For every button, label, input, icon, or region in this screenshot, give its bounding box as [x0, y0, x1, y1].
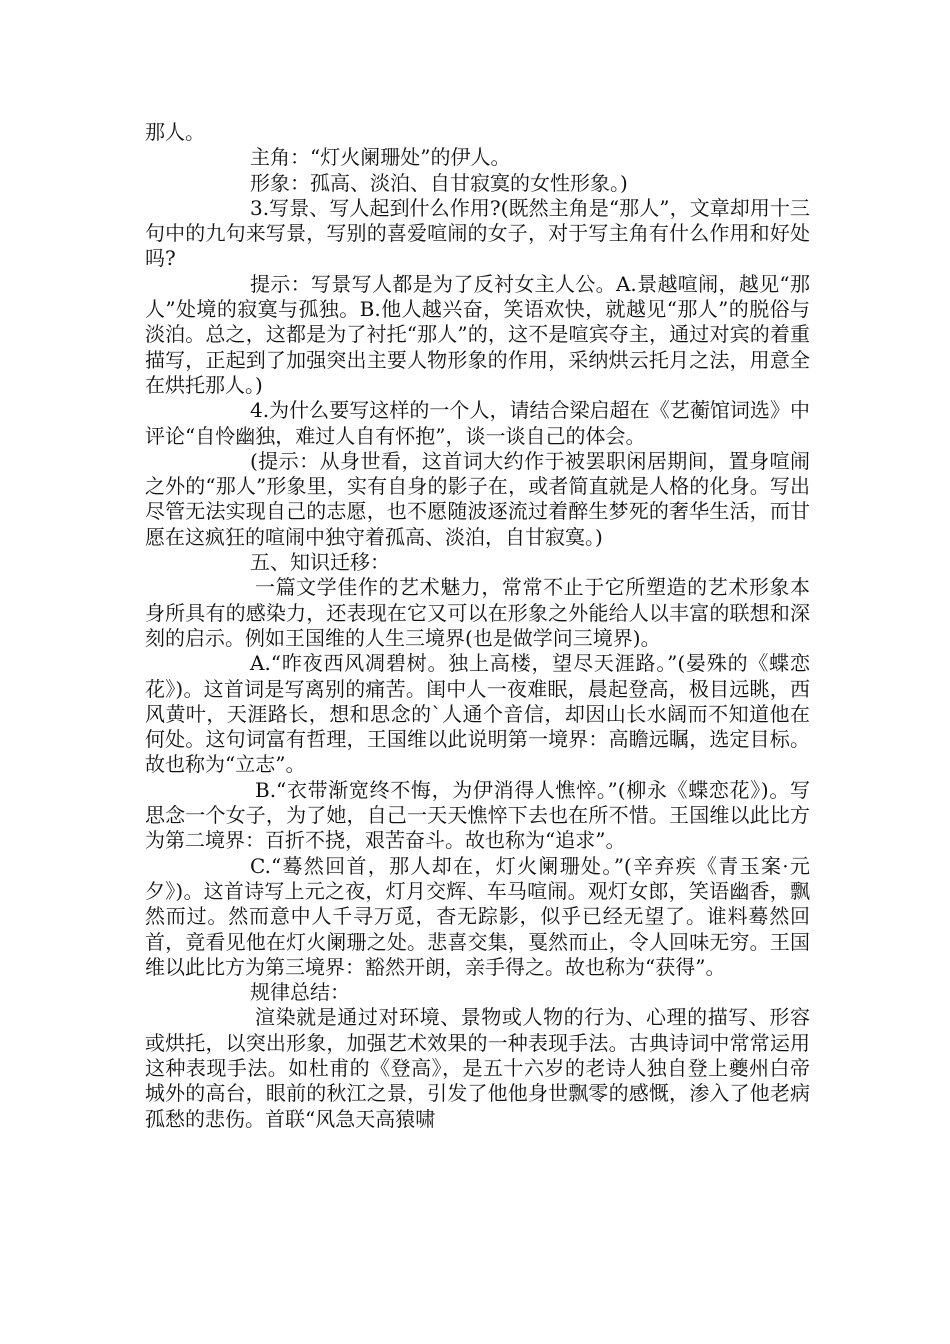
paragraph-intro: 一篇文学佳作的艺术魅力，常常不止于它所塑造的艺术形象本身所具有的感染力，还表现在它又可以在形象之外能给人以丰富的联想和深刻的启示。例如王国维的人生三境界(也是做学问三境界)。	[145, 575, 810, 650]
question-3: 3.写景、写人起到什么作用?(既然主角是“那人”，文章却用十三句中的九句来写景，写别的喜爱喧闹的女子，对于写主角有什么作用和好处吗?	[145, 195, 810, 271]
paragraph-realm-c: C.“蓦然回首，那人却在，灯火阑珊处。”(辛弃疾《青玉案·元夕》)。这首诗写上元之夜，灯月交辉、车马喧闹。观灯女郎，笑语幽香，飘然而过。然而意中人千寻万觅，杳无踪影，似乎已经无望了。谁料蓦然回首，竟看见他在灯火阑珊之处。悲喜交集，戛然而止，令人回味无穷。王国维以此比方为第三境界：豁然开朗，亲手得之。故也称为“获得”。	[145, 853, 810, 979]
paragraph-protagonist: 主角：“灯火阑珊处”的伊人。	[250, 145, 511, 170]
paragraph-summary: 渲染就是通过对环境、景物或人物的行为、心理的描写、形容或烘托，以突出形象，加强艺术效果的一种表现手法。古典诗词中常常运用这种表现手法。如杜甫的《登高》，是五十六岁的老诗人独自登上夔州白帝城外的高台，眼前的秋江之景，引发了他他身世飘零的感慨，渗入了他老病孤愁的悲伤。首联“风急天高猿啸	[145, 1005, 810, 1131]
paragraph-realm-b: B.“衣带渐宽终不悔，为伊消得人憔悴。”(柳永《蝶恋花》)。写思念一个女子，为了她，自己一天天憔悴下去也在所不惜。王国维以此比方为第二境界：百折不挠，艰苦奋斗。故也称为“追求”。	[145, 777, 810, 853]
section-heading-summary: 规律总结：	[250, 980, 350, 1005]
paragraph-realm-a: A.“昨夜西风凋碧树。独上高楼，望尽天涯路。”(晏殊的《蝶恋花》)。这首词是写离别的痛苦。闺中人一夜难眠，晨起登高，极目远眺，西风黄叶，天涯路长，想和思念的`人通个音信，却因山长水阔而不知道他在何处。这句词富有哲理，王国维以此说明第一境界：高瞻远瞩，选定目标。故也称为“立志”。	[145, 651, 810, 777]
section-heading-knowledge-transfer: 五、知识迁移：	[250, 550, 390, 575]
hint-3: 提示：写景写人都是为了反衬女主人公。A.景越喧闹，越见“那人”处境的寂寞与孤独。B.他人越兴奋，笑语欢快，就越见“那人”的脱俗与淡泊。总之，这都是为了衬托“那人”的，这不是喧宾夺主，通过对宾的着重描写，正起到了加强突出主要人物形象的作用，采纳烘云托月之法，用意全在烘托那人。)	[145, 271, 810, 397]
hint-4: (提示：从身世看，这首词大约作于被罢职闲居期间，置身喧闹之外的“那人”形象里，实有自身的影子在，或者简直就是人格的化身。写出尽管无法实现自己的志愿，也不愿随波逐流过着醉生梦死的奢华生活，而甘愿在这疯狂的喧闹中独守着孤高、淡泊，自甘寂寞。)	[145, 448, 810, 549]
paragraph-image: 形象：孤高、淡泊、自甘寂寞的女性形象。)	[250, 170, 628, 195]
document-page	[145, 120, 810, 1132]
paragraph-continuation: 那人。	[145, 120, 205, 144]
question-4: 4.为什么要写这样的一个人，请结合梁启超在《艺蘅馆词选》中评论“自怜幽独，难过人自有怀抱”，谈一谈自己的体会。	[145, 398, 810, 448]
